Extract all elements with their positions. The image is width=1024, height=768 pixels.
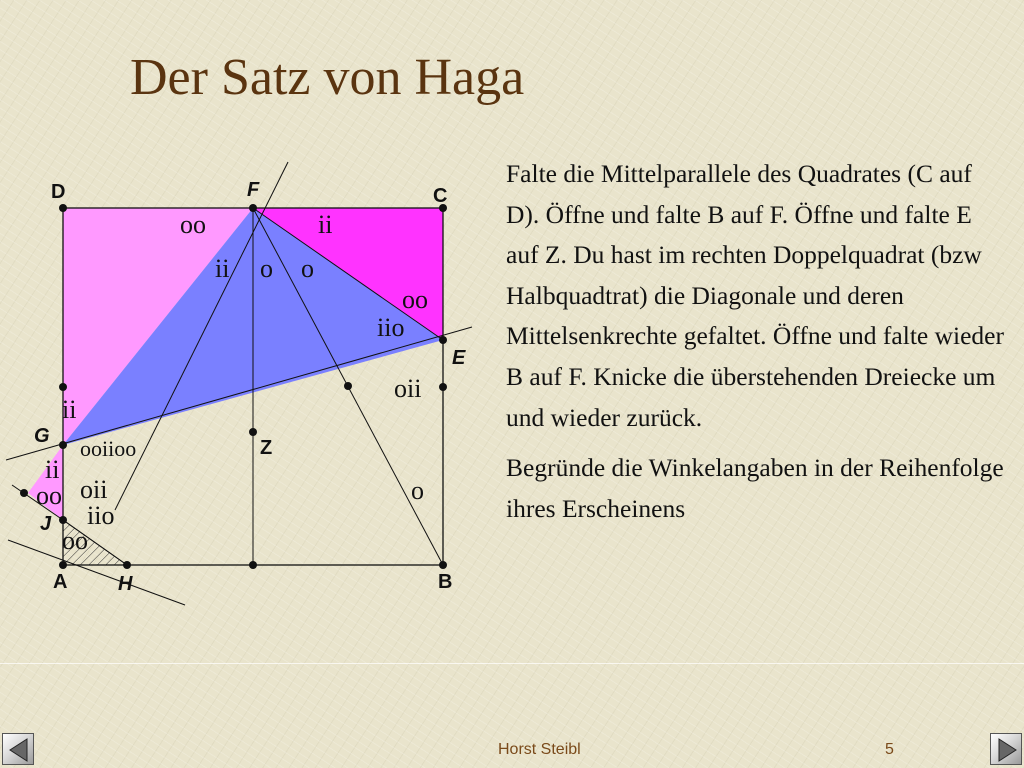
page-number: 5 — [885, 741, 894, 758]
angle-F-inner-mid2: o — [301, 254, 314, 283]
point-F — [249, 204, 257, 212]
angle-G-inner: ooiioo — [80, 436, 137, 461]
label-C: C — [433, 185, 448, 207]
angle-F-inner-mid1: o — [260, 254, 273, 283]
triangle-left-icon — [3, 734, 35, 766]
label-J: J — [40, 513, 52, 535]
slide-title: Der Satz von Haga — [130, 49, 525, 106]
label-E: E — [452, 347, 466, 369]
point-J — [59, 516, 67, 524]
angle-E-inner: iio — [377, 313, 405, 342]
previous-slide-button[interactable] — [2, 733, 34, 765]
instructions-text — [506, 154, 1006, 539]
next-slide-button[interactable] — [990, 733, 1022, 765]
point-mid-right — [439, 383, 447, 391]
instructions-paragraph-2: Begründe die Winkelangaben in der Reihenfolge ihres Erscheinens — [506, 453, 1004, 523]
point-intersection — [344, 382, 352, 390]
point-A — [59, 561, 67, 569]
point-fold-tip — [20, 489, 28, 497]
point-D — [59, 204, 67, 212]
label-G: G — [34, 425, 50, 447]
point-E — [439, 336, 447, 344]
angle-F-left: oo — [180, 210, 206, 239]
label-A: A — [53, 571, 68, 593]
footer-divider — [0, 663, 1024, 664]
angle-E-lower: oii — [394, 374, 422, 403]
angle-J-left: oo — [36, 481, 62, 510]
point-B — [439, 561, 447, 569]
point-Z — [249, 428, 257, 436]
label-F: F — [247, 179, 260, 201]
angle-J-right: oii — [80, 475, 108, 504]
triangle-right-icon — [991, 734, 1023, 766]
angle-G-lower: ii — [45, 455, 60, 484]
angle-A-corner: oo — [62, 526, 88, 555]
label-Z: Z — [260, 437, 273, 459]
haga-diagram — [0, 150, 480, 620]
angle-F-inner-left: ii — [215, 254, 230, 283]
point-mid-left — [59, 383, 67, 391]
angle-E-upper: oo — [402, 285, 428, 314]
point-G — [59, 441, 67, 449]
point-mid-bottom — [249, 561, 257, 569]
instructions-paragraph-1: Falte die Mittelparallele des Quadrates (C auf D). Öffne und falte B auf F. Öffne und falte E auf Z. Du hast im rechten Doppelquadrat (bzw Halbquadtrat) die Diagonale und deren Mittelsenkrechte gefaltet. Öffne und falte wieder B auf F. Knicke die überstehenden Dreiecke um und wieder zurück. — [506, 159, 1004, 432]
angle-B-fold: o — [411, 476, 424, 505]
label-H: H — [118, 573, 133, 595]
angle-G-top: ii — [62, 395, 77, 424]
label-D: D — [51, 181, 66, 203]
point-H — [123, 561, 131, 569]
footer-author: Horst Steibl — [498, 741, 581, 758]
label-B: B — [438, 571, 453, 593]
angle-F-right: ii — [318, 210, 333, 239]
angle-J-lower: iio — [87, 501, 115, 530]
